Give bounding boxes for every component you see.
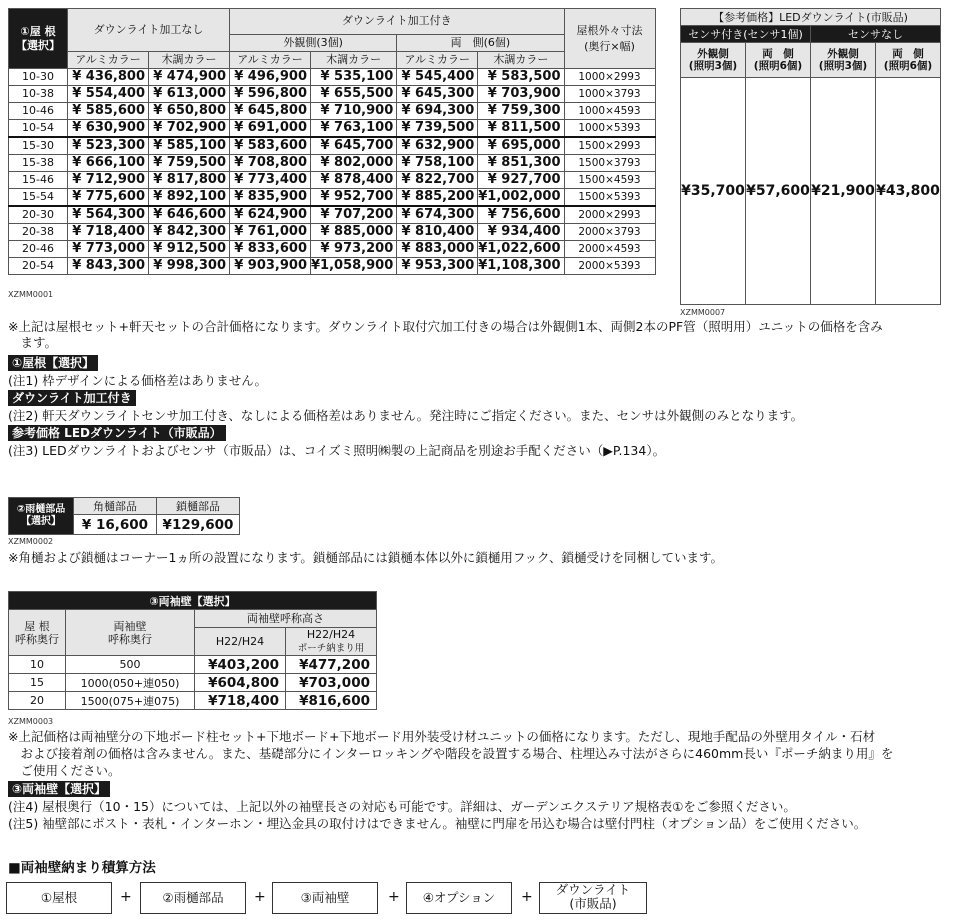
price-no-dl-alu: ¥ 712,900 bbox=[68, 172, 149, 189]
dimension-header: 屋根外々寸法 (奥行×幅) bbox=[564, 9, 655, 69]
section-label-led: 参考価格 LEDダウンライト（市販品） bbox=[8, 425, 226, 441]
price-row bbox=[9, 86, 656, 103]
wall-depth-header: 両袖壁 呼称奥行 bbox=[66, 610, 195, 656]
sensor-with-header: センサ付き(センサ1個) bbox=[681, 26, 811, 43]
price-no-dl-wood: ¥ 998,300 bbox=[149, 258, 230, 275]
roof-size-code: 10-54 bbox=[9, 120, 68, 138]
price-both-wood: ¥ 927,700 bbox=[478, 172, 564, 189]
price-outer-wood: ¥ 973,200 bbox=[311, 241, 397, 258]
roof-size-code: 20-38 bbox=[9, 224, 68, 241]
estimate-item-roof: ①屋根 bbox=[6, 882, 112, 914]
wall-depth: 500 bbox=[66, 656, 195, 674]
price-no-dl-alu: ¥ 718,400 bbox=[68, 224, 149, 241]
sensor-without-header: センサなし bbox=[811, 26, 941, 43]
both-sides-header: 両 側(6個) bbox=[397, 34, 564, 51]
price-row bbox=[9, 69, 656, 86]
h22-porch-header: H22/H24 ポーチ納まり用 bbox=[286, 628, 377, 656]
gutter-chain-header: 鎖樋部品 bbox=[157, 498, 240, 515]
price-row bbox=[9, 103, 656, 120]
price-both-alu: ¥ 694,300 bbox=[397, 103, 478, 120]
roof-dimension: 1500×4593 bbox=[564, 172, 655, 189]
table-code: XZMM0002 bbox=[8, 537, 54, 546]
roof-size-code: 10-30 bbox=[9, 69, 68, 86]
price-outer-alu: ¥ 645,800 bbox=[230, 103, 311, 120]
gutter-price: ¥129,600 bbox=[157, 515, 240, 535]
price-both-alu: ¥ 953,300 bbox=[397, 258, 478, 275]
note-text: および接着剤の価格は含みません。また、基礎部分にインターロッキングや階段を設置する場合、柱埋込み寸法がさらに460mm長い『ポーチ納まり用』を bbox=[8, 746, 894, 761]
section-label-roof: ①屋根【選択】 bbox=[8, 355, 98, 371]
price-outer-alu: ¥ 496,900 bbox=[230, 69, 311, 86]
estimate-item-gutter: ②雨樋部品 bbox=[140, 882, 246, 914]
led-sub-header: 両 側 (照明6個) bbox=[746, 43, 811, 78]
price-outer-wood: ¥ 885,000 bbox=[311, 224, 397, 241]
roof-size-code: 10-38 bbox=[9, 86, 68, 103]
price-both-alu: ¥ 758,100 bbox=[397, 155, 478, 172]
outer-side-header: 外観側(3個) bbox=[230, 34, 397, 51]
price-no-dl-wood: ¥ 613,000 bbox=[149, 86, 230, 103]
sleeve-wall-price-table bbox=[8, 591, 377, 710]
price-no-dl-wood: ¥ 817,800 bbox=[149, 172, 230, 189]
price-both-alu: ¥ 883,000 bbox=[397, 241, 478, 258]
wall-depth: 1000(050+連050) bbox=[66, 674, 195, 692]
price-both-alu: ¥ 739,500 bbox=[397, 120, 478, 138]
roof-dimension: 1000×3793 bbox=[564, 86, 655, 103]
wood-color-header: 木調カラー bbox=[311, 52, 397, 69]
wall-roof-depth: 10 bbox=[9, 656, 66, 674]
note-text: ※上記は屋根セット+軒天セットの合計価格になります。ダウンライト取付穴加工付きの場合は外観側1本、両側2本のPF管（照明用）ユニットの価格を含み bbox=[8, 319, 883, 334]
price-no-dl-alu: ¥ 666,100 bbox=[68, 155, 149, 172]
price-both-wood: ¥ 695,000 bbox=[478, 137, 564, 155]
roof-depth-header: 屋 根 呼称奥行 bbox=[9, 610, 66, 656]
price-row bbox=[9, 206, 656, 224]
table-code: XZMM0007 bbox=[680, 308, 726, 317]
roof-dimension: 2000×2993 bbox=[564, 206, 655, 224]
wall-price-h22: ¥718,400 bbox=[195, 692, 286, 710]
plus-sign: + bbox=[254, 889, 266, 905]
roof-price-table bbox=[8, 8, 656, 275]
price-both-wood: ¥1,022,600 bbox=[478, 241, 564, 258]
price-both-alu: ¥ 822,700 bbox=[397, 172, 478, 189]
price-both-wood: ¥ 583,500 bbox=[478, 69, 564, 86]
roof-size-code: 15-38 bbox=[9, 155, 68, 172]
price-outer-alu: ¥ 773,400 bbox=[230, 172, 311, 189]
roof-size-code: 10-46 bbox=[9, 103, 68, 120]
table-code: XZMM0003 bbox=[8, 717, 54, 726]
price-row bbox=[9, 155, 656, 172]
note-text: ます。 bbox=[8, 335, 58, 350]
price-outer-wood: ¥1,058,900 bbox=[311, 258, 397, 275]
price-no-dl-wood: ¥ 842,300 bbox=[149, 224, 230, 241]
price-no-dl-wood: ¥ 912,500 bbox=[149, 241, 230, 258]
price-no-dl-alu: ¥ 630,900 bbox=[68, 120, 149, 138]
estimate-item-option: ④オプション bbox=[406, 882, 512, 914]
roof-dimension: 2000×3793 bbox=[564, 224, 655, 241]
roof-size-code: 15-30 bbox=[9, 137, 68, 155]
price-no-dl-wood: ¥ 646,600 bbox=[149, 206, 230, 224]
price-outer-alu: ¥ 903,900 bbox=[230, 258, 311, 275]
price-no-dl-alu: ¥ 554,400 bbox=[68, 86, 149, 103]
note-text: (注2) 軒天ダウンライトセンサ加工付き、なしによる価格差はありません。発注時にご指定ください。また、センサは外観側のみとなります。 bbox=[8, 408, 804, 423]
price-row bbox=[9, 241, 656, 258]
price-outer-alu: ¥ 583,600 bbox=[230, 137, 311, 155]
price-both-alu: ¥ 632,900 bbox=[397, 137, 478, 155]
led-table-title: 【参考価格】LEDダウンライト(市販品) bbox=[681, 9, 941, 26]
gutter-price: ¥ 16,600 bbox=[74, 515, 157, 535]
estimate-item-wall: ③両袖壁 bbox=[272, 882, 378, 914]
plus-sign: + bbox=[521, 889, 533, 905]
price-row bbox=[9, 137, 656, 155]
note-text: (注4) 屋根奥行（10・15）については、上記以外の袖壁長さの対応も可能です。詳細は、ガーデンエクステリア規格表①をご参照ください。 bbox=[8, 799, 796, 814]
price-row bbox=[9, 172, 656, 189]
wall-row bbox=[9, 674, 377, 692]
price-no-dl-wood: ¥ 585,100 bbox=[149, 137, 230, 155]
price-outer-alu: ¥ 833,600 bbox=[230, 241, 311, 258]
plus-sign: + bbox=[388, 889, 400, 905]
price-outer-wood: ¥ 952,700 bbox=[311, 189, 397, 207]
price-outer-alu: ¥ 691,000 bbox=[230, 120, 311, 138]
roof-size-code: 20-54 bbox=[9, 258, 68, 275]
price-both-alu: ¥ 885,200 bbox=[397, 189, 478, 207]
price-outer-alu: ¥ 708,800 bbox=[230, 155, 311, 172]
wood-color-header: 木調カラー bbox=[149, 52, 230, 69]
price-no-dl-alu: ¥ 564,300 bbox=[68, 206, 149, 224]
price-outer-alu: ¥ 761,000 bbox=[230, 224, 311, 241]
price-no-dl-alu: ¥ 773,000 bbox=[68, 241, 149, 258]
roof-dimension: 1500×5393 bbox=[564, 189, 655, 207]
price-no-dl-wood: ¥ 759,500 bbox=[149, 155, 230, 172]
price-no-dl-alu: ¥ 775,600 bbox=[68, 189, 149, 207]
wall-roof-depth: 15 bbox=[9, 674, 66, 692]
price-row bbox=[9, 120, 656, 138]
led-price: ¥57,600 bbox=[746, 78, 811, 305]
note-text: (注3) LEDダウンライトおよびセンサ（市販品）は、コイズミ照明㈱製の上記商品を別途お手配ください（▶P.134）。 bbox=[8, 443, 666, 458]
gutter-price-table bbox=[8, 497, 240, 535]
roof-select-label: ①屋 根 【選択】 bbox=[9, 9, 68, 69]
price-no-dl-wood: ¥ 650,800 bbox=[149, 103, 230, 120]
led-sub-header: 両 側 (照明6個) bbox=[876, 43, 941, 78]
table-code: XZMM0001 bbox=[8, 290, 54, 299]
price-both-alu: ¥ 645,300 bbox=[397, 86, 478, 103]
price-outer-wood: ¥ 878,400 bbox=[311, 172, 397, 189]
roof-dimension: 2000×4593 bbox=[564, 241, 655, 258]
price-both-wood: ¥1,108,300 bbox=[478, 258, 564, 275]
price-outer-alu: ¥ 596,800 bbox=[230, 86, 311, 103]
wall-row bbox=[9, 656, 377, 674]
note-text: ご使用ください。 bbox=[8, 763, 121, 778]
price-outer-alu: ¥ 835,900 bbox=[230, 189, 311, 207]
price-both-wood: ¥ 759,300 bbox=[478, 103, 564, 120]
price-no-dl-alu: ¥ 523,300 bbox=[68, 137, 149, 155]
price-no-dl-alu: ¥ 843,300 bbox=[68, 258, 149, 275]
price-both-alu: ¥ 810,400 bbox=[397, 224, 478, 241]
roof-dimension: 1000×4593 bbox=[564, 103, 655, 120]
wall-depth: 1500(075+連075) bbox=[66, 692, 195, 710]
plus-sign: + bbox=[120, 889, 132, 905]
note-text: ※上記価格は両袖壁分の下地ボード柱セット+下地ボード+下地ボード用外装受け材ユニットの価格になります。ただし、現地手配品の外壁用タイル・石材 bbox=[8, 729, 876, 744]
price-both-wood: ¥ 703,900 bbox=[478, 86, 564, 103]
roof-size-code: 20-30 bbox=[9, 206, 68, 224]
gutter-select-label: ②雨樋部品 【選択】 bbox=[9, 498, 74, 535]
note-text: (注1) 枠デザインによる価格差はありません。 bbox=[8, 373, 268, 388]
alu-color-header: アルミカラー bbox=[230, 52, 311, 69]
price-row bbox=[9, 224, 656, 241]
price-row bbox=[9, 189, 656, 207]
estimate-heading: ■両袖壁納まり積算方法 bbox=[8, 860, 156, 876]
section-label-downlight: ダウンライト加工付き bbox=[8, 390, 136, 406]
price-outer-wood: ¥ 645,700 bbox=[311, 137, 397, 155]
roof-dimension: 1500×3793 bbox=[564, 155, 655, 172]
wall-price-h22: ¥604,800 bbox=[195, 674, 286, 692]
price-outer-alu: ¥ 624,900 bbox=[230, 206, 311, 224]
led-price: ¥35,700 bbox=[681, 78, 746, 305]
price-both-alu: ¥ 674,300 bbox=[397, 206, 478, 224]
wall-price-h22-porch: ¥703,000 bbox=[286, 674, 377, 692]
wall-roof-depth: 20 bbox=[9, 692, 66, 710]
roof-dimension: 1000×5393 bbox=[564, 120, 655, 138]
roof-dimension: 1000×2993 bbox=[564, 69, 655, 86]
sleeve-wall-title: ③両袖壁【選択】 bbox=[9, 592, 377, 610]
price-outer-wood: ¥ 763,100 bbox=[311, 120, 397, 138]
price-both-alu: ¥ 545,400 bbox=[397, 69, 478, 86]
price-both-wood: ¥ 811,500 bbox=[478, 120, 564, 138]
note-text: ※角樋および鎖樋はコーナー1ヵ所の設置になります。鎖樋部品には鎖樋本体以外に鎖樋用フック、鎖樋受けを同梱しています。 bbox=[8, 550, 724, 565]
estimate-item-downlight: ダウンライト (市販品) bbox=[539, 882, 647, 914]
price-outer-wood: ¥ 710,900 bbox=[311, 103, 397, 120]
wall-row bbox=[9, 692, 377, 710]
alu-color-header: アルミカラー bbox=[68, 52, 149, 69]
gutter-square-header: 角樋部品 bbox=[74, 498, 157, 515]
roof-dimension: 1500×2993 bbox=[564, 137, 655, 155]
price-outer-wood: ¥ 802,000 bbox=[311, 155, 397, 172]
price-outer-wood: ¥ 535,100 bbox=[311, 69, 397, 86]
roof-size-code: 15-46 bbox=[9, 172, 68, 189]
price-no-dl-alu: ¥ 585,600 bbox=[68, 103, 149, 120]
led-price: ¥43,800 bbox=[876, 78, 941, 305]
wall-price-h22-porch: ¥477,200 bbox=[286, 656, 377, 674]
price-both-wood: ¥1,002,000 bbox=[478, 189, 564, 207]
price-no-dl-alu: ¥ 436,800 bbox=[68, 69, 149, 86]
section-label-wall: ③両袖壁【選択】 bbox=[8, 781, 110, 797]
wall-height-header: 両袖壁呼称高さ bbox=[195, 610, 377, 628]
wood-color-header: 木調カラー bbox=[478, 52, 564, 69]
price-no-dl-wood: ¥ 702,900 bbox=[149, 120, 230, 138]
price-no-dl-wood: ¥ 892,100 bbox=[149, 189, 230, 207]
price-no-dl-wood: ¥ 474,900 bbox=[149, 69, 230, 86]
no-downlight-header: ダウンライト加工なし bbox=[68, 9, 230, 52]
price-both-wood: ¥ 756,600 bbox=[478, 206, 564, 224]
roof-size-code: 15-54 bbox=[9, 189, 68, 207]
note-text: (注5) 袖壁部にポスト・表札・インターホン・埋込金具の取付けはできません。袖壁に門扉を吊込む場合は壁付門柱（オプション品）をご使用ください。 bbox=[8, 816, 867, 831]
led-downlight-table bbox=[680, 8, 941, 305]
with-downlight-header: ダウンライト加工付き bbox=[230, 9, 565, 35]
roof-size-code: 20-46 bbox=[9, 241, 68, 258]
price-row bbox=[9, 258, 656, 275]
led-price: ¥21,900 bbox=[811, 78, 876, 305]
price-outer-wood: ¥ 707,200 bbox=[311, 206, 397, 224]
price-both-wood: ¥ 851,300 bbox=[478, 155, 564, 172]
h22-header: H22/H24 bbox=[195, 628, 286, 656]
alu-color-header: アルミカラー bbox=[397, 52, 478, 69]
wall-price-h22: ¥403,200 bbox=[195, 656, 286, 674]
price-both-wood: ¥ 934,400 bbox=[478, 224, 564, 241]
led-sub-header: 外観側 (照明3個) bbox=[811, 43, 876, 78]
wall-price-h22-porch: ¥816,600 bbox=[286, 692, 377, 710]
led-sub-header: 外観側 (照明3個) bbox=[681, 43, 746, 78]
roof-dimension: 2000×5393 bbox=[564, 258, 655, 275]
price-outer-wood: ¥ 655,500 bbox=[311, 86, 397, 103]
